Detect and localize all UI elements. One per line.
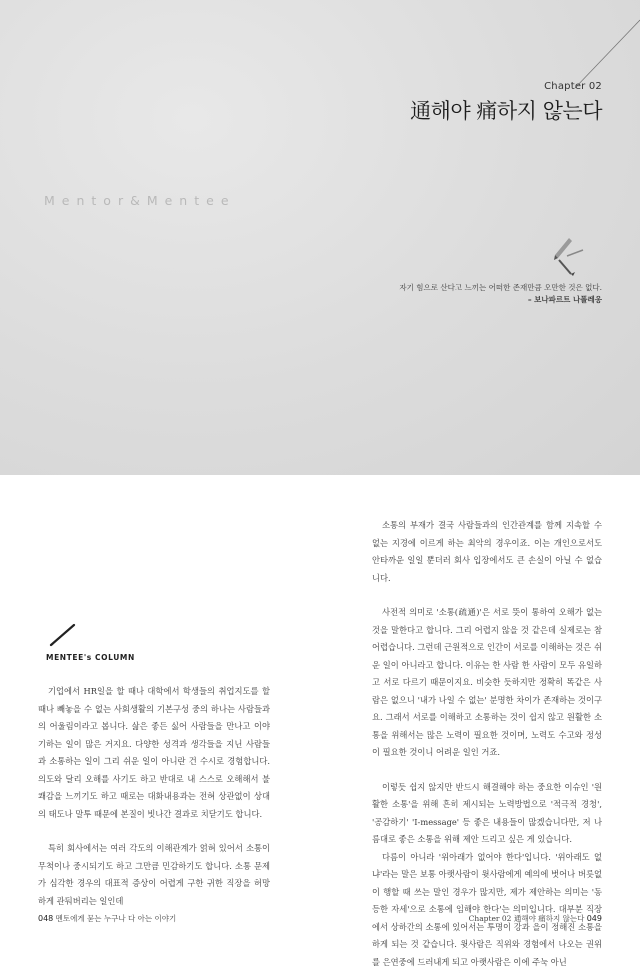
paragraph: 특히 회사에서는 여러 각도의 이해관계가 얽혀 있어서 소통이 무척이나 중시되기도 하고 그만큼 민감하기도 합니다. 소통 문제가 심각한 경우의 대표적 증상이 어렵게 구한 귀한 직장을 허망하게 관둬버리는 일인데 — [38, 840, 270, 910]
page-number-left: 048 — [38, 914, 53, 923]
diagonal-line — [0, 0, 640, 475]
quote — [399, 282, 602, 306]
paragraph: 기업에서 HR일을 할 때나 대학에서 학생들의 취업지도를 할 때나 빼놓을 수 없는 사회생활의 기본구성 중의 하나는 사람들과의 어울림이라고 봅니다. 삶은 좋든 싫어 사람들을 만나고 이야기하는 일이 많은 거지요. 다양한 성격과 생각들을 지닌 사람들과 소통하는 일이 그리 쉬운 일이 아니란 건 수시로 경험합니다. 의도와 달리 오해를 사기도 하고 반대로 내 스스로 오해해서 불쾌감을 느끼기도 하고 때로는 대화내용과는 전혀 상관없이 상대의 태도나 말투 때문에 본질이 빗나간 결과로 치닫기도 합니다. — [38, 683, 270, 823]
footer-right — [469, 913, 602, 924]
paragraph: 다름이 아니라 '위아래가 없어야 한다'입니다. '위아래도 없냐'라는 말은 보통 아랫사람이 윗사람에게 예의에 벗어나 버릇없이 행할 때 쓰는 말인 경우가 많지만, 제가 제안하는 의미는 '동등한 자세'으로 소통에 임해야 한다'는 의미입니다. 대부분 직장에서 상하간의 소통에 있어서는 투명이 강과 을이 정해진 소통을 하게 되는 것 같습니다. 윗사람은 직위와 경험에서 나오는 권위를 은연중에 드러내게 되고 아랫사람은 이에 주눅 아닌 — [372, 849, 602, 971]
right-column-text — [372, 517, 602, 971]
paragraph: 사전적 의미로 '소통(疏通)'은 서로 뜻이 통하여 오해가 없는 것을 말한다고 합니다. 그리 어렵지 않을 것 같은데 실제로는 참 어렵습니다. 그런데 근원적으로 인간이 서로를 이해하는 것은 쉬운 일이 아니라고 합니다. 이유는 한 사람 한 사람이 모두 유일하고 서로 다르기 때문이지요. 비슷한 듯하지만 정확히 똑같은 사람은 없으니 '내가 나일 수 없는' 분명한 차이가 존재하는 것이구요. 그래서 서로를 이해하고 소통하는 것이 쉽지 않고 원활한 소통을 위해서는 많은 노력이 필요한 것이며, 노력도 수고와 정성이 필요한 것이니 어려운 일인 거죠. — [372, 604, 602, 762]
footer-left — [38, 913, 176, 924]
paragraph: 소통의 부재가 결국 사람들과의 인간관계를 함께 지속할 수 없는 지경에 이르게 하는 최악의 경우이죠. 이는 개인으로서도 안타까운 일일 뿐더러 회사 입장에서도 큰 손실이 아닐 수 없습니다. — [372, 517, 602, 587]
mentor-mentee-word: Mentor&Mentee — [44, 193, 236, 208]
running-chapter: Chapter 02 通해야 痛하지 않는다 — [469, 914, 585, 923]
chapter-title: 通해야 痛하지 않는다 — [410, 95, 602, 125]
paragraph: 이렇듯 쉽지 않지만 반드시 해결해야 하는 중요한 이슈인 '원활한 소통'을 위해 흔히 제시되는 노력방법으로 '적극적 경청', '공감하기' 'I-message' 등 좋은 내용들이 많겠습니다만, 저 나름대로 좋은 소통을 위해 제안 드리고 싶은 게 있습니다. — [372, 779, 602, 849]
chapter-cover — [0, 0, 640, 475]
left-column-text — [38, 683, 270, 910]
book-title: 멘토에게 묻는 누구나 다 아는 이야기 — [56, 914, 177, 923]
column-label: MENTEE's COLUMN — [46, 653, 135, 662]
pen-icon — [48, 622, 78, 648]
quote-author: – 보나파르트 나폴레옹 — [399, 294, 602, 306]
chapter-label: Chapter 02 — [544, 81, 602, 92]
page-number-right: 049 — [587, 914, 602, 923]
quote-text: 자기 힘으로 산다고 느끼는 어떠한 존재만큼 오만한 것은 없다. — [399, 282, 602, 294]
fountain-pen-icon — [549, 236, 589, 276]
